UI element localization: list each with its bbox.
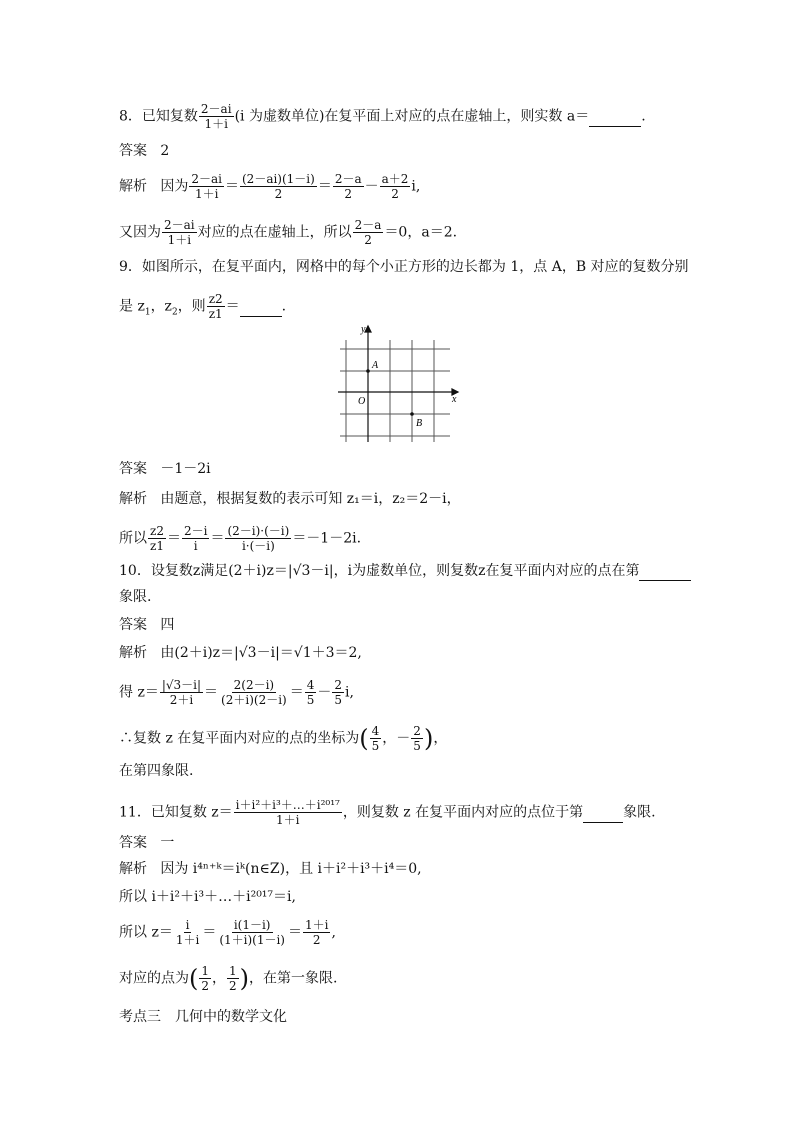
q9-stem: 9．如图所示，在复平面内，网格中的每个小正方形的边长都为 1，点 A，B 对应的复数分别	[119, 259, 689, 275]
q10-quadrant: 在第四象限.	[119, 763, 194, 779]
q11-answer: 答案 一	[119, 835, 175, 851]
q8-analysis-2: 又因为 $\frac{2-ai}{1+i}$ 对应的点在虚轴上，所以 $\frac{2-a}{2}$ ＝0，a＝2.	[119, 218, 458, 247]
q11-analysis-3: 所以 z＝ $\frac{i}{1+i}$ ＝ $\frac{i(1-i)}{(1+i)(1-i)}$ ＝ $\frac{1+i}{2}$ ,	[119, 918, 336, 947]
q10-coordinate: ∴复数 z 在复平面内对应的点的坐标为( $\frac{4}{5}$ ，－ $\frac{2}{5}$ )，	[119, 724, 448, 753]
q9-analysis-2: 所以 $\frac{z2}{z1}$ ＝ $\frac{2-i}{i}$ ＝ $\frac{(2-i)\cdot(-i)}{i\cdot(-i)}$ ＝－1－2i.	[119, 524, 362, 553]
q8-fraction: $\frac{2-ai}{1+i}$	[200, 102, 232, 131]
q10-stem-2: 象限.	[119, 589, 152, 605]
q11-analysis-1: 解析 因为 i⁴ⁿ⁺ᵏ＝iᵏ(n∈Z)，且 i＋i²＋i³＋i⁴＝0,	[119, 861, 422, 877]
q10-analysis: 解析 由(2＋i)z＝|√3－i|＝√1＋3＝2,	[119, 645, 362, 661]
complex-plane-grid	[330, 322, 462, 442]
q8-stem: 8．已知复数 $\frac{2-ai}{1+i}$ (i 为虚数单位)在复平面上对应的点在虚轴上，则实数 a＝ .	[119, 102, 646, 131]
q11-point: 对应的点为( $\frac{1}{2}$ ， $\frac{1}{2}$ )，在第一象限.	[119, 964, 338, 993]
point-a	[366, 369, 370, 373]
point-b-label: B	[416, 418, 423, 429]
axis-label-x: x	[452, 394, 457, 405]
answer-blank[interactable]	[589, 108, 641, 127]
axis-label-y: y	[361, 324, 366, 335]
q11-stem: 11．已知复数 z＝ $\frac{\text{i＋i²＋i³＋…＋i²⁰¹⁷}}{1+i}$ ，则复数 z 在复平面内对应的点位于第 象限.	[119, 798, 656, 827]
q10-stem: 10．设复数z满足(2＋i)z＝|√3－i|，i为虚数单位，则复数z在复平面内对应的点在第	[119, 562, 691, 581]
answer-blank[interactable]	[583, 804, 623, 823]
origin-label: O	[358, 396, 366, 407]
section-heading: 考点三 几何中的数学文化	[119, 1009, 287, 1025]
q8-answer: 答案 2	[119, 143, 170, 159]
q11-analysis-2: 所以 i＋i²＋i³＋…＋i²⁰¹⁷＝i,	[119, 889, 296, 905]
point-b	[410, 412, 414, 416]
point-a-label: A	[372, 360, 379, 371]
answer-blank[interactable]	[639, 562, 691, 581]
q9-stem-2: 是 $z_1$，$z_2$，则 $\frac{z2}{z1}$ ＝ .	[119, 292, 287, 321]
answer-blank[interactable]	[240, 298, 282, 317]
q8-analysis: 解析 因为 $\frac{2-ai}{1+i}$ ＝ $\frac{(2-ai)(1-i)}{2}$ ＝ $\frac{2-a}{2}$ － $\frac{a+2}{2}$ i,	[119, 172, 421, 201]
q9-analysis: 解析 由题意，根据复数的表示可知 z₁＝i，z₂＝2－i，	[119, 491, 461, 507]
q10-analysis-2: 得 z＝ $\frac{|√3-i|}{2+i}$ ＝ $\frac{2(2-i)}{(2+i)(2-i)}$ ＝ $\frac{4}{5}$ － $\frac{2}{5}$ i,	[119, 678, 354, 707]
q9-answer: 答案 －1－2i	[119, 461, 211, 477]
q10-answer: 答案 四	[119, 617, 175, 633]
